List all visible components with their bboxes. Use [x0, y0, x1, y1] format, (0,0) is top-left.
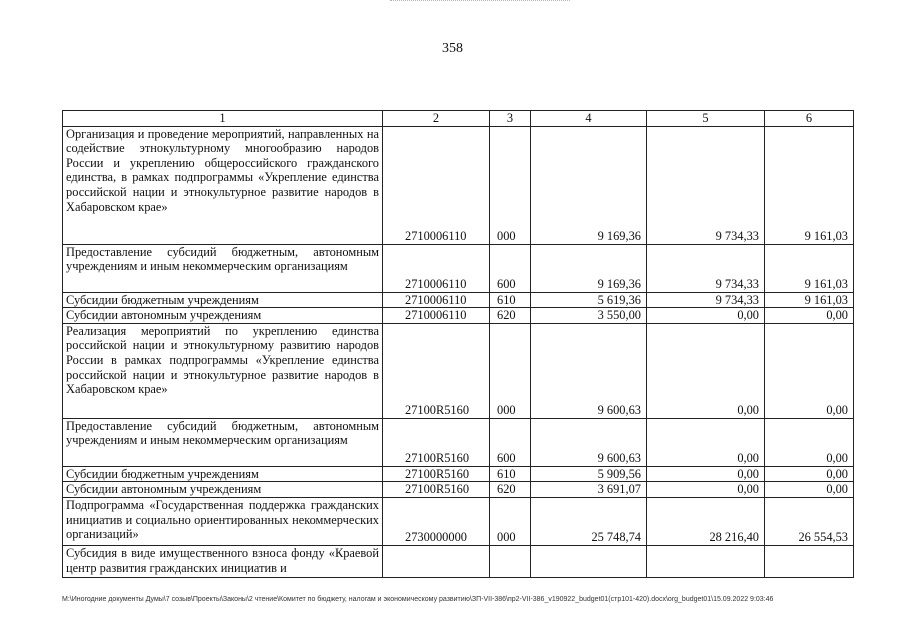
row-value-col4: 5 619,36 [531, 292, 647, 308]
row-name: Организация и проведение мероприятий, направленных на содействие этнокультурному многообразию народов России и укреплению общероссийского гражданского единства, в рамках подпрограммы «Укрепление единства российской нации и этнокультурное развитие народов в Хабаровском крае» [63, 126, 383, 244]
table-row [63, 466, 854, 482]
row-value-col6: 9 161,03 [765, 292, 854, 308]
row-value-col6: 0,00 [765, 466, 854, 482]
column-header: 1 [63, 111, 383, 127]
row-name: Субсидии бюджетным учреждениям [63, 292, 383, 308]
row-name: Субсидия в виде имущественного взноса фонду «Краевой центр развития гражданских инициатив и [63, 545, 383, 577]
row-value-col5: 0,00 [647, 466, 765, 482]
row-value-col5: 0,00 [647, 482, 765, 498]
row-name: Реализация мероприятий по укреплению единства российской нации и этнокультурному развитию народов России в рамках подпрограммы «Укрепление единства российской нации и этнокультурное развитие народов в Хабаровском крае» [63, 323, 383, 418]
row-value-col6: 0,00 [765, 323, 854, 418]
table-row [63, 308, 854, 324]
row-name: Предоставление субсидий бюджетным, автономным учреждениям и иным некоммерческим организациям [63, 244, 383, 292]
row-kvr: 000 [490, 126, 531, 244]
table-header-row [63, 111, 854, 127]
scan-artifact [390, 0, 570, 4]
table-row [63, 418, 854, 466]
row-name: Субсидии автономным учреждениям [63, 482, 383, 498]
row-kvr: 610 [490, 466, 531, 482]
row-kvr: 610 [490, 292, 531, 308]
table-row [63, 497, 854, 545]
row-value-col4: 9 169,36 [531, 244, 647, 292]
row-value-col4: 9 600,63 [531, 323, 647, 418]
row-value-col4: 3 550,00 [531, 308, 647, 324]
row-value-col4: 5 909,56 [531, 466, 647, 482]
table-row [63, 244, 854, 292]
row-value-col6: 26 554,53 [765, 497, 854, 545]
row-value-col4: 9 169,36 [531, 126, 647, 244]
row-kvr [490, 545, 531, 577]
row-kvr: 000 [490, 497, 531, 545]
row-kvr: 000 [490, 323, 531, 418]
row-kvr: 620 [490, 308, 531, 324]
row-value-col4: 3 691,07 [531, 482, 647, 498]
row-name: Субсидии бюджетным учреждениям [63, 466, 383, 482]
row-name: Подпрограмма «Государственная поддержка гражданских инициатив и социально ориентированных некоммерческих организаций» [63, 497, 383, 545]
row-code: 27100R5160 [383, 482, 490, 498]
column-header: 2 [383, 111, 490, 127]
document-footer-path: M:\Иногодние документы Думы\7 созыв\Проекты\Законы\2 чтение\Комитет по бюджету, налогам и экономическому развитию\ЗП-VII-386\пр2-VII-386_v190922_budget01(стр101-420).docx\org_budget01\15.09.2022 9:03:46 [62, 596, 774, 603]
row-value-col4: 25 748,74 [531, 497, 647, 545]
column-header: 3 [490, 111, 531, 127]
table-row [63, 323, 854, 418]
row-name: Субсидии автономным учреждениям [63, 308, 383, 324]
row-value-col5 [647, 545, 765, 577]
row-name: Предоставление субсидий бюджетным, автономным учреждениям и иным некоммерческим организациям [63, 418, 383, 466]
column-header: 6 [765, 111, 854, 127]
table-row [63, 545, 854, 577]
row-code: 2710006110 [383, 126, 490, 244]
column-header: 5 [647, 111, 765, 127]
table-row [63, 126, 854, 244]
row-code: 2710006110 [383, 292, 490, 308]
table-row [63, 482, 854, 498]
table-row [63, 292, 854, 308]
row-kvr: 600 [490, 418, 531, 466]
page-number: 358 [442, 41, 463, 56]
row-code: 27100R5160 [383, 466, 490, 482]
row-value-col5: 9 734,33 [647, 126, 765, 244]
row-value-col5: 0,00 [647, 323, 765, 418]
row-value-col6: 0,00 [765, 482, 854, 498]
row-value-col4: 9 600,63 [531, 418, 647, 466]
row-value-col5: 0,00 [647, 418, 765, 466]
row-value-col6 [765, 545, 854, 577]
row-value-col5: 9 734,33 [647, 292, 765, 308]
row-value-col6: 9 161,03 [765, 244, 854, 292]
column-header: 4 [531, 111, 647, 127]
row-value-col6: 0,00 [765, 418, 854, 466]
row-code: 2710006110 [383, 308, 490, 324]
row-code: 2710006110 [383, 244, 490, 292]
row-value-col6: 9 161,03 [765, 126, 854, 244]
budget-table [62, 110, 854, 578]
row-value-col5: 28 216,40 [647, 497, 765, 545]
row-value-col4 [531, 545, 647, 577]
row-code: 27100R5160 [383, 418, 490, 466]
row-value-col5: 0,00 [647, 308, 765, 324]
row-value-col5: 9 734,33 [647, 244, 765, 292]
row-code: 27100R5160 [383, 323, 490, 418]
row-value-col6: 0,00 [765, 308, 854, 324]
row-code: 2730000000 [383, 497, 490, 545]
row-kvr: 600 [490, 244, 531, 292]
row-kvr: 620 [490, 482, 531, 498]
row-code [383, 545, 490, 577]
